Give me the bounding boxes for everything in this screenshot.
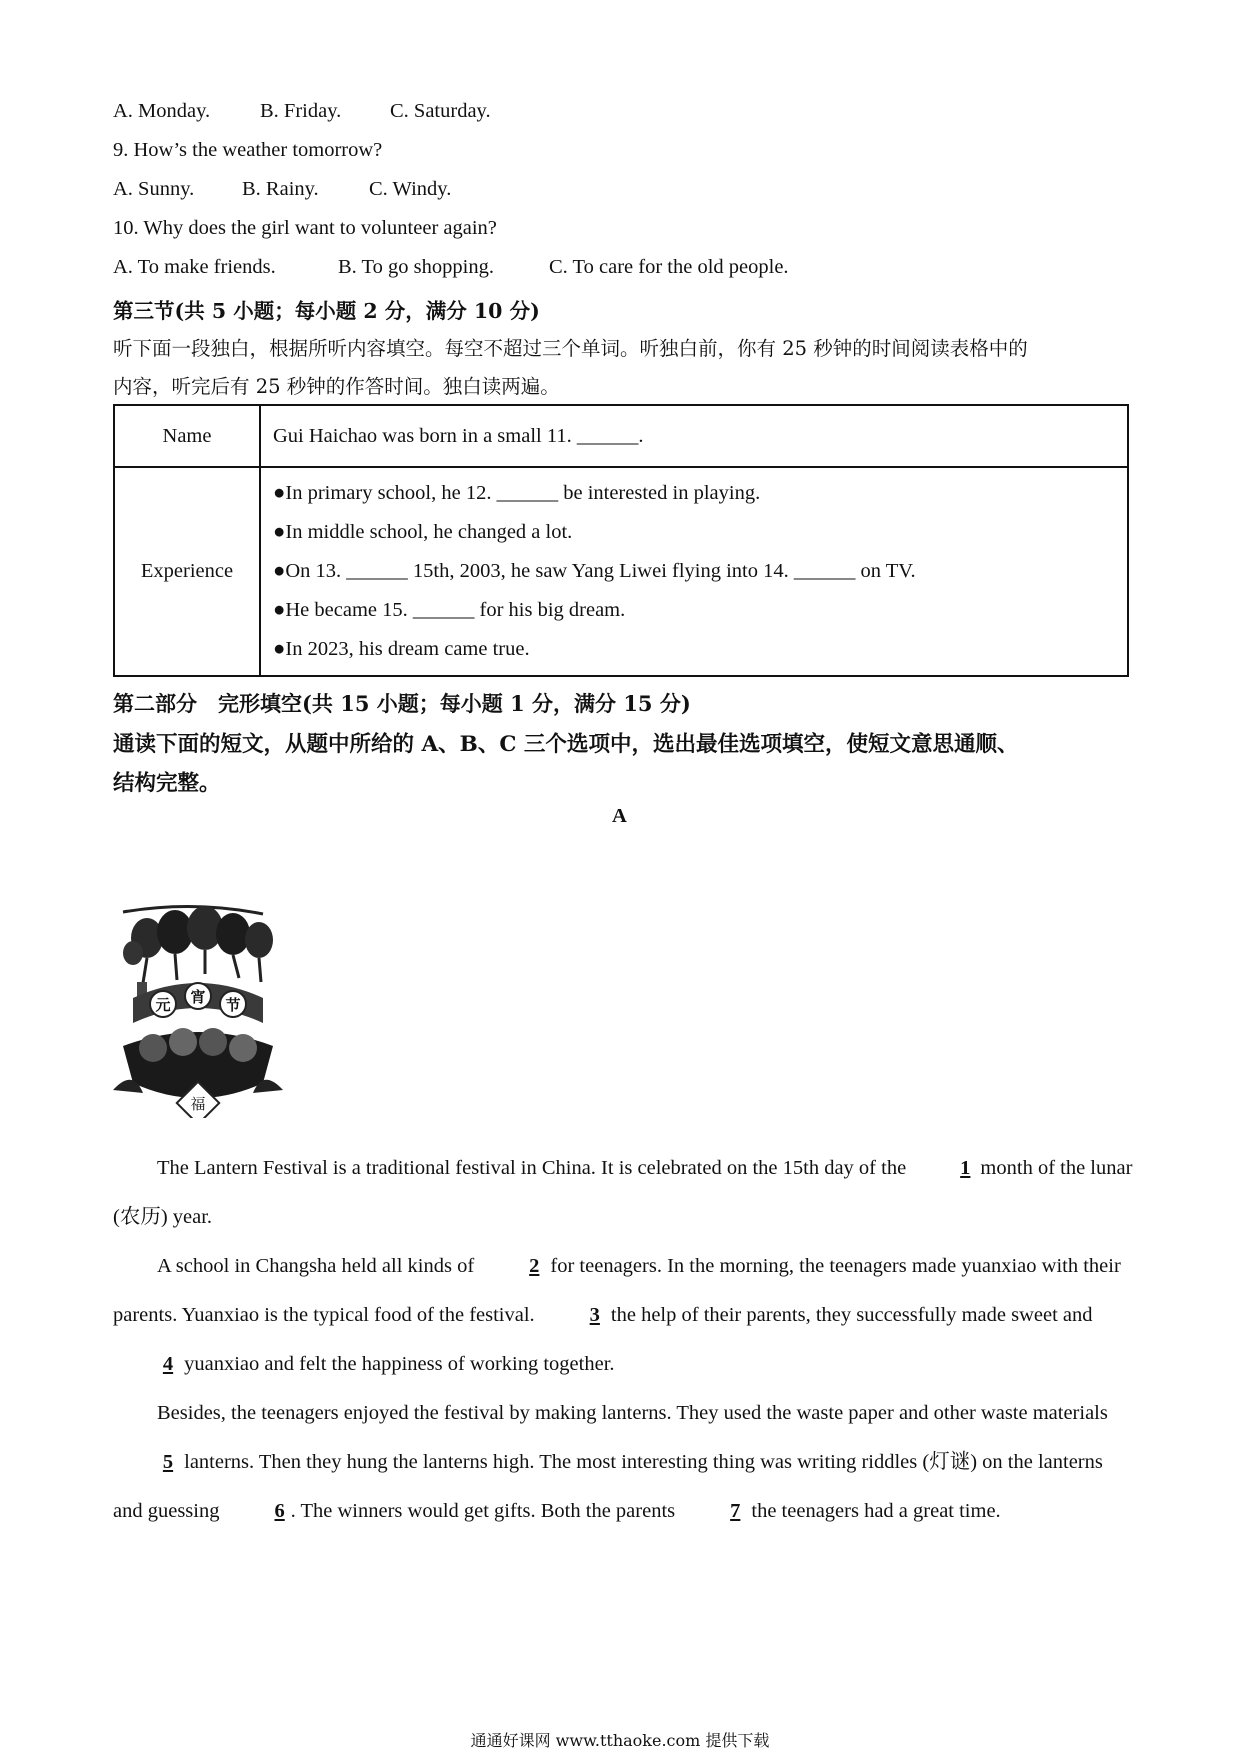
passage-paragraph-1 <box>113 1144 1133 1242</box>
blank-2: 2 <box>529 1255 540 1277</box>
experience-item: ●In middle school, he changed a lot. <box>273 521 573 543</box>
blank-5: 5 <box>162 1451 174 1473</box>
blank-6: 6 <box>274 1500 285 1522</box>
passage-text: for teenagers. In the morning, the teenagers made yuanxiao with their parents. Yuanxiao is the typical food of the festival. <box>113 1255 1121 1326</box>
blank-7: 7 <box>730 1500 741 1522</box>
seal-char-1: 元 <box>155 996 171 1014</box>
experience-label: Experience <box>114 467 260 676</box>
q8-option-a: A. Monday. <box>113 100 211 122</box>
q9-options <box>113 178 451 201</box>
q8-option-b: B. Friday. <box>260 100 342 122</box>
lantern-festival-illustration <box>113 898 283 1118</box>
passage-text: yuanxiao and felt the happiness of working together. <box>179 1353 615 1375</box>
q9-option-b: B. Rainy. <box>242 178 319 200</box>
q8-options <box>113 100 491 123</box>
section3-title: 第三节(共 5 小题；每小题 2 分，满分 10 分) <box>113 299 540 323</box>
q9-option-c: C. Windy. <box>369 178 452 200</box>
blank-3: 3 <box>589 1304 600 1326</box>
section3-instruction-2: 内容，听完后有 25 秒钟的作答时间。独白读两遍。 <box>113 375 560 398</box>
listening-table <box>113 404 1129 677</box>
experience-cell <box>260 467 1128 676</box>
passage-text: The Lantern Festival is a traditional festival in China. It is celebrated on the 15th day of the <box>157 1157 912 1179</box>
passage-label: A <box>612 805 627 827</box>
experience-item: ●On 13. ______ 15th, 2003, he saw Yang Liwei flying into 14. ______ on TV. <box>273 560 916 582</box>
experience-item: ●He became 15. ______ for his big dream. <box>273 599 626 621</box>
q10-question: 10. Why does the girl want to volunteer again? <box>113 217 497 239</box>
passage-text: A school in Changsha held all kinds of <box>157 1255 480 1277</box>
passage-paragraph-3 <box>113 1389 1133 1536</box>
blank-1: 1 <box>960 1157 971 1179</box>
part2-instruction-1: 通读下面的短文，从题中所给的 A、B、C 三个选项中，选出最佳选项填空，使短文意思通顺、 <box>113 732 1019 757</box>
blank-4: 4 <box>162 1353 174 1375</box>
q10-option-b: B. To go shopping. <box>338 256 494 278</box>
passage-text: lanterns. Then they hung the lanterns high. The most interesting thing was writing riddles (灯谜) on the lanterns and guessing <box>113 1451 1103 1522</box>
part2-instruction-2: 结构完整。 <box>113 771 221 796</box>
name-label: Name <box>114 405 260 467</box>
seal-char-3: 节 <box>225 996 241 1014</box>
seal-char-fu: 福 <box>190 1095 206 1113</box>
passage-text: the help of their parents, they successfully made sweet and <box>605 1304 1093 1326</box>
passage-text: month of the lunar (农历) year. <box>113 1157 1133 1228</box>
q10-option-a: A. To make friends. <box>113 256 276 278</box>
part2-title: 第二部分 完形填空(共 15 小题；每小题 1 分，满分 15 分) <box>113 691 691 716</box>
lantern-festival-image <box>113 898 283 1118</box>
experience-item: ●In 2023, his dream came true. <box>273 638 530 660</box>
q10-option-c: C. To care for the old people. <box>549 256 789 278</box>
passage-text: . The winners would get gifts. Both the parents <box>290 1500 681 1522</box>
seal-char-2: 宵 <box>190 988 206 1006</box>
page-footer: 通通好课网 www.tthaoke.com 提供下载 <box>470 1731 770 1750</box>
passage-text: the teenagers had a great time. <box>746 1500 1001 1522</box>
name-value: Gui Haichao was born in a small 11. ______. <box>260 405 1128 467</box>
q8-option-c: C. Saturday. <box>390 100 491 122</box>
q10-options <box>113 256 789 279</box>
q9-question: 9. How’s the weather tomorrow? <box>113 139 383 161</box>
q9-option-a: A. Sunny. <box>113 178 195 200</box>
experience-item: ●In primary school, he 12. ______ be interested in playing. <box>273 482 761 504</box>
passage-paragraph-2 <box>113 1242 1133 1389</box>
section3-instruction-1: 听下面一段独白，根据所听内容填空。每空不超过三个单词。听独白前，你有 25 秒钟的时间阅读表格中的 <box>113 337 1028 360</box>
passage-text: Besides, the teenagers enjoyed the festival by making lanterns. They used the waste paper and other waste materials <box>157 1402 1108 1424</box>
